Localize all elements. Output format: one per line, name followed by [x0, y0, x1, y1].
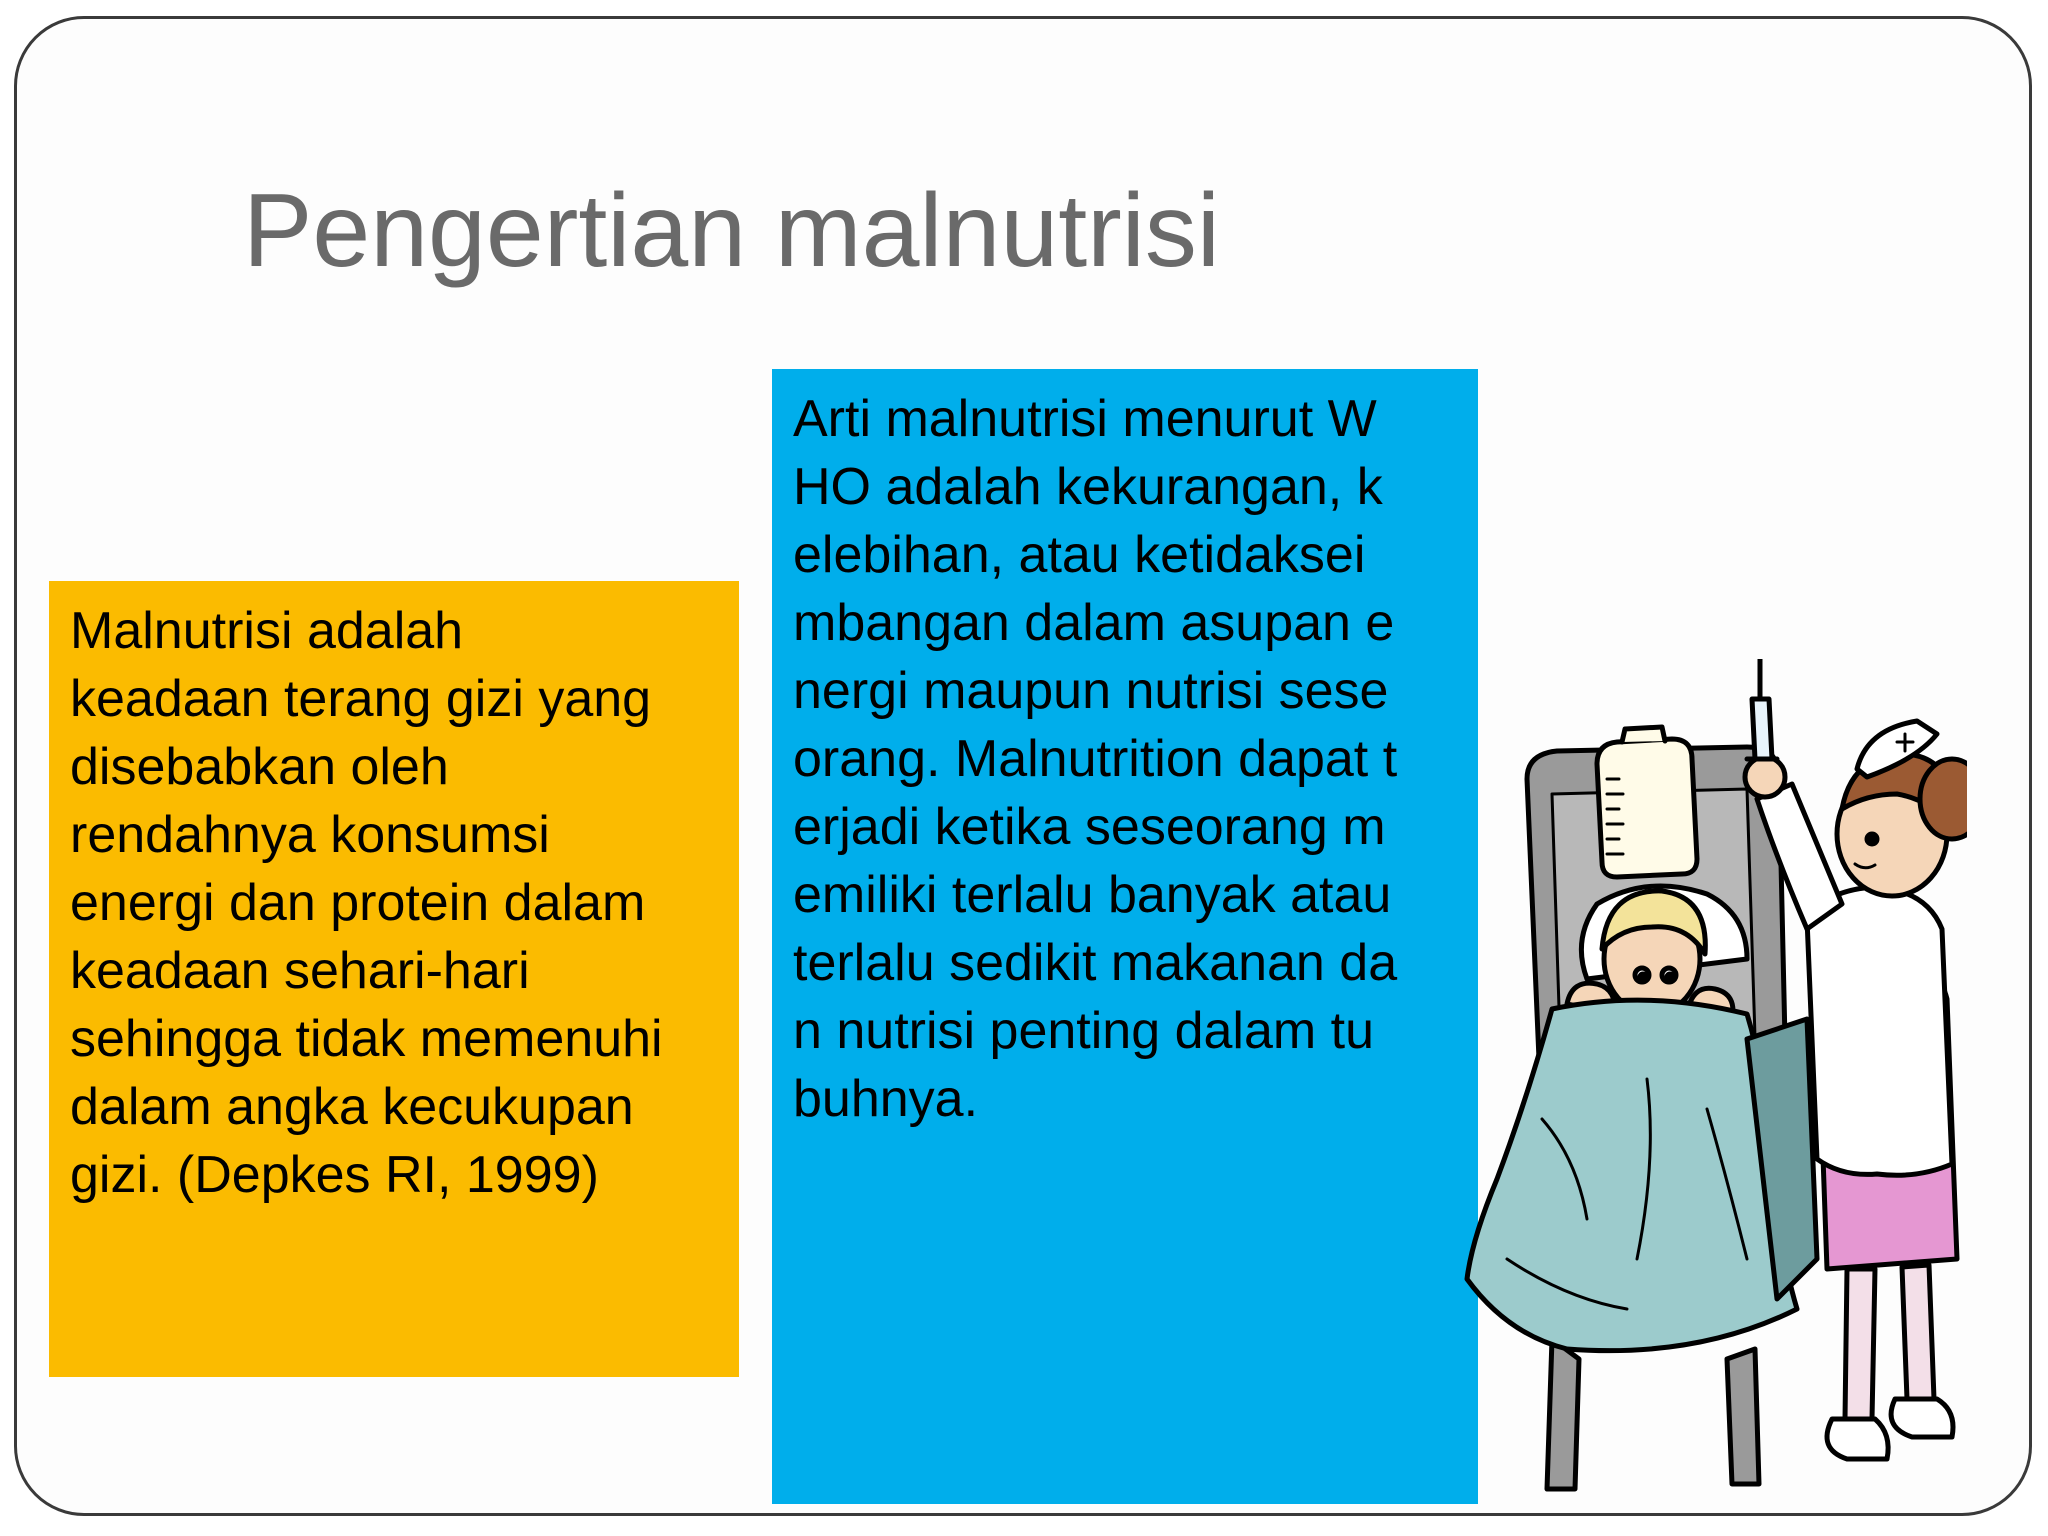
- definition-text-who: Arti malnutrisi menurut W HO adalah kekurangan, k elebihan, atau ketidaksei mbangan dalam asupan e nergi maupun nutrisi sese orang. Malnutrition dapat t erjadi ketika seseorang m emiliki terlalu banyak atau terlalu sedikit makanan da n nutrisi penting dalam tu buhnya.: [793, 390, 1398, 1128]
- definition-box-who: [772, 369, 1478, 1504]
- definition-text-depkes: Malnutrisi adalah keadaan terang gizi yang disebabkan oleh rendahnya konsumsi energi dan protein dalam keadaan sehari-hari sehingga tidak memenuhi dalam angka kecukupan gizi. (Depkes RI, 1999): [70, 602, 663, 1204]
- definition-box-depkes: [49, 581, 739, 1377]
- slide: [14, 16, 2032, 1516]
- nurse-patient-clipart-icon: [1447, 659, 1967, 1509]
- slide-title: Pengertian malnutrisi: [243, 173, 1220, 289]
